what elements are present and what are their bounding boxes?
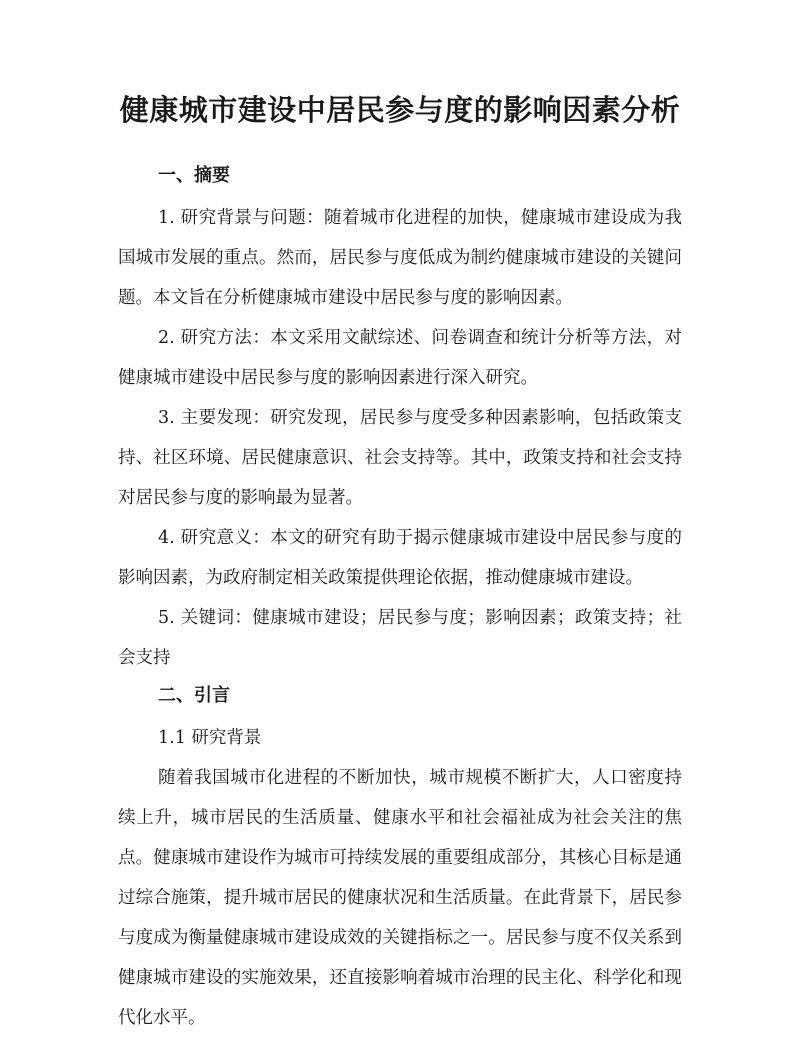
section-heading-abstract: 一、摘要 xyxy=(158,165,230,186)
subsection-heading-background: 1.1 研究背景 xyxy=(158,728,262,748)
abstract-paragraph-keywords: 5. 关键词：健康城市建设；居民参与度；影响因素；政策支持；社会支持 xyxy=(118,608,682,668)
document-title: 健康城市建设中居民参与度的影响因素分析 xyxy=(119,93,681,127)
abstract-paragraph-significance: 4. 研究意义：本文的研究有助于揭示健康城市建设中居民参与度的影响因素，为政府制定相关政策提供理论依据，推动健康城市建设。 xyxy=(118,528,682,588)
section-heading-introduction: 二、引言 xyxy=(158,685,230,706)
introduction-section xyxy=(118,678,682,1038)
introduction-paragraph-background: 随着我国城市化进程的不断加快，城市规模不断扩大，人口密度持续上升，城市居民的生活质量、健康水平和社会福祉成为社会关注的焦点。健康城市建设作为城市可持续发展的重要组成部分，其核心目标是通过综合施策，提升城市居民的健康状况和生活质量。在此背景下，居民参与度成为衡量健康城市建设成效的关键指标之一。居民参与度不仅关系到健康城市建设的实施效果，还直接影响着城市治理的民主化、科学化和现代化水平。 xyxy=(118,768,682,1028)
abstract-paragraph-background: 1. 研究背景与问题：随着城市化进程的加快，健康城市建设成为我国城市发展的重点。然而，居民参与度低成为制约健康城市建设的关键问题。本文旨在分析健康城市建设中居民参与度的影响因素。 xyxy=(118,208,682,308)
abstract-section xyxy=(118,158,682,678)
abstract-paragraph-methods: 2. 研究方法：本文采用文献综述、问卷调查和统计分析等方法，对健康城市建设中居民参与度的影响因素进行深入研究。 xyxy=(118,328,682,388)
abstract-paragraph-findings: 3. 主要发现：研究发现，居民参与度受多种因素影响，包括政策支持、社区环境、居民健康意识、社会支持等。其中，政策支持和社会支持对居民参与度的影响最为显著。 xyxy=(118,408,682,508)
